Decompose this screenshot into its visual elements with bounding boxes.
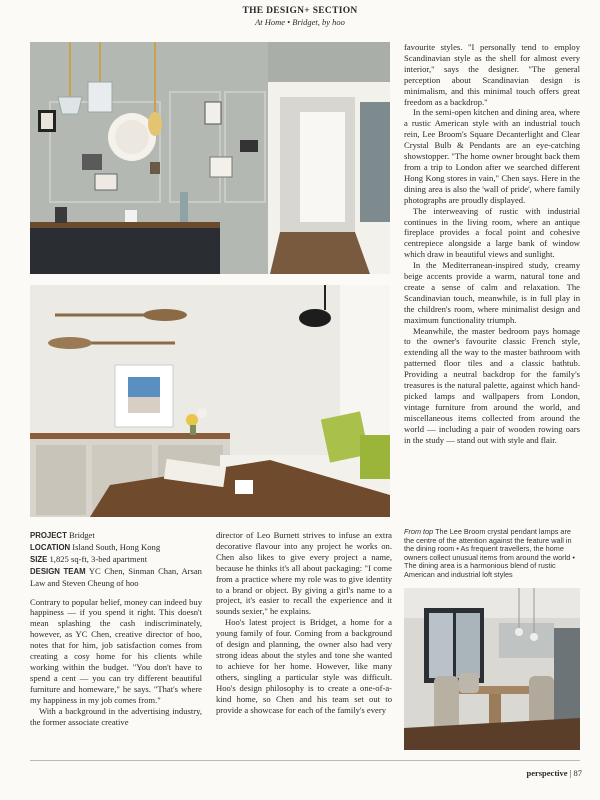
project-info xyxy=(30,530,202,589)
page-footer xyxy=(526,768,582,778)
paragraph: director of Leo Burnett strives to infuse an extra decorative flavour into any project he works on. Chen also likes to give every project a name, because he thinks it's all about packaging: "I come from a practice where my role was to give identity to a brand or object. By giving a girl's name to a project, it's easier to recall the experience and it sounds sexier," he explains. xyxy=(216,530,392,617)
paragraph: Contrary to popular belief, money can indeed buy happiness — if you spend it right. This doesn't mean splashing the cash indiscriminately, however, as YC Chen, creative director of hoo, notes that for him, job satisfaction comes from creating a cosy home for his clients while working within the budget. "You don't have to spend a cent — you can try different beautiful furniture and homeware," he says. "That's where my happiness in my job comes from." xyxy=(30,596,202,705)
project-value: Bridget xyxy=(68,530,95,540)
location-label: LOCATION xyxy=(30,542,71,552)
left-column-text xyxy=(30,530,202,727)
paragraph: Meanwhile, the master bedroom pays homage to the owner's favourite classic French style, extending all the way to the master bathroom with patterned floor tiles and a classic bathtub. Providing a neutral backdrop for the family's treasures is the natural palette, against which hand-picked lamps and wallpapers from London, vintage furniture from around the world, and miscellaneous items collected from around the world — including a pair of wooden rowing oars in the study — stand out with style and flair. xyxy=(404,325,580,445)
dining-room-illustration xyxy=(30,42,390,274)
footer-separator: | xyxy=(567,768,574,778)
magazine-name: perspective xyxy=(526,768,568,778)
team-label: DESIGN TEAM xyxy=(30,566,86,576)
section-header xyxy=(0,6,600,27)
paragraph: favourite styles. "I personally tend to employ Scandinavian style as the shell for almost every interior," says the designer. "The general perception about Scandinavian design is minimalism, and this minimal touch offers great freedom as a backdrop." xyxy=(404,42,580,107)
size-label: SIZE xyxy=(30,554,48,564)
paragraph: In the semi-open kitchen and dining area, where a rustic American style with an industrial touch rein, Lee Broom's Square Decanterlight and Clear Crystal Bulb & Pendants are an eye-catching showstopper. "The home owner brought back them from a trip to London after we searched different Hong Kong stores in vain," Chen says. Here in the dining area is also the 'wall of pride', where family photographs are proudly displayed. xyxy=(404,107,580,205)
dining-area-illustration xyxy=(404,588,580,750)
caption-lead: From top xyxy=(404,527,434,536)
section-title: THE DESIGN+ SECTION xyxy=(242,6,358,16)
size-value: 1,825 sq-ft, 3-bed apartment xyxy=(49,553,148,564)
dining-area-photo xyxy=(404,588,580,750)
footer-divider xyxy=(30,760,580,761)
photo-caption xyxy=(404,528,580,580)
location-value: Island South, Hong Kong xyxy=(72,541,161,552)
section-subtitle: At Home • Bridget, by hoo xyxy=(255,17,345,27)
team-value: YC Chen, Sinman Chan, Arsan Law and Steven Cheung of hoo xyxy=(30,565,202,588)
paragraph: The interweaving of rustic with industrial continues in the living room, where an antique fireplace provides a focal point and cohesive centrepiece alongside a large bank of window which draw in beautiful views and sunlight. xyxy=(404,205,580,260)
paragraph: With a background in the advertising industry, the former associate creative xyxy=(30,705,202,727)
caption-text: The Lee Broom crystal pendant lamps are the centre of the attention against the feature wall in the dining room • As frequent travellers, the home owners collect unusual items from around the world • The dining area is a harmonious blend of rustic American and industrial loft styles xyxy=(404,527,575,579)
project-label: PROJECT xyxy=(30,531,67,540)
paragraph: In the Mediterranean-inspired study, creamy beige accents provide a warm, natural tone and create a sense of calm and relaxation. The Scandinavian touch, meanwhile, is in full play in the children's room, where minimalist design and maximum functionality triumph. xyxy=(404,260,580,325)
middle-column-text xyxy=(216,530,392,715)
page-number: 87 xyxy=(573,768,582,778)
paragraph: Hoo's latest project is Bridget, a home for a young family of four. Coming from a background of design and planning, the owner also had very strong ideas about the styles and tone she wanted to achieve for her home. However, like many others, singling a particular style was difficult. Hoo's design philosophy is to create a one-of-a-kind home, so Chen and his team set out to provide a showcase for each of the family's every xyxy=(216,617,392,715)
study-photo xyxy=(30,285,390,517)
right-column-text xyxy=(404,42,580,446)
study-illustration xyxy=(30,285,390,517)
dining-room-photo xyxy=(30,42,390,274)
